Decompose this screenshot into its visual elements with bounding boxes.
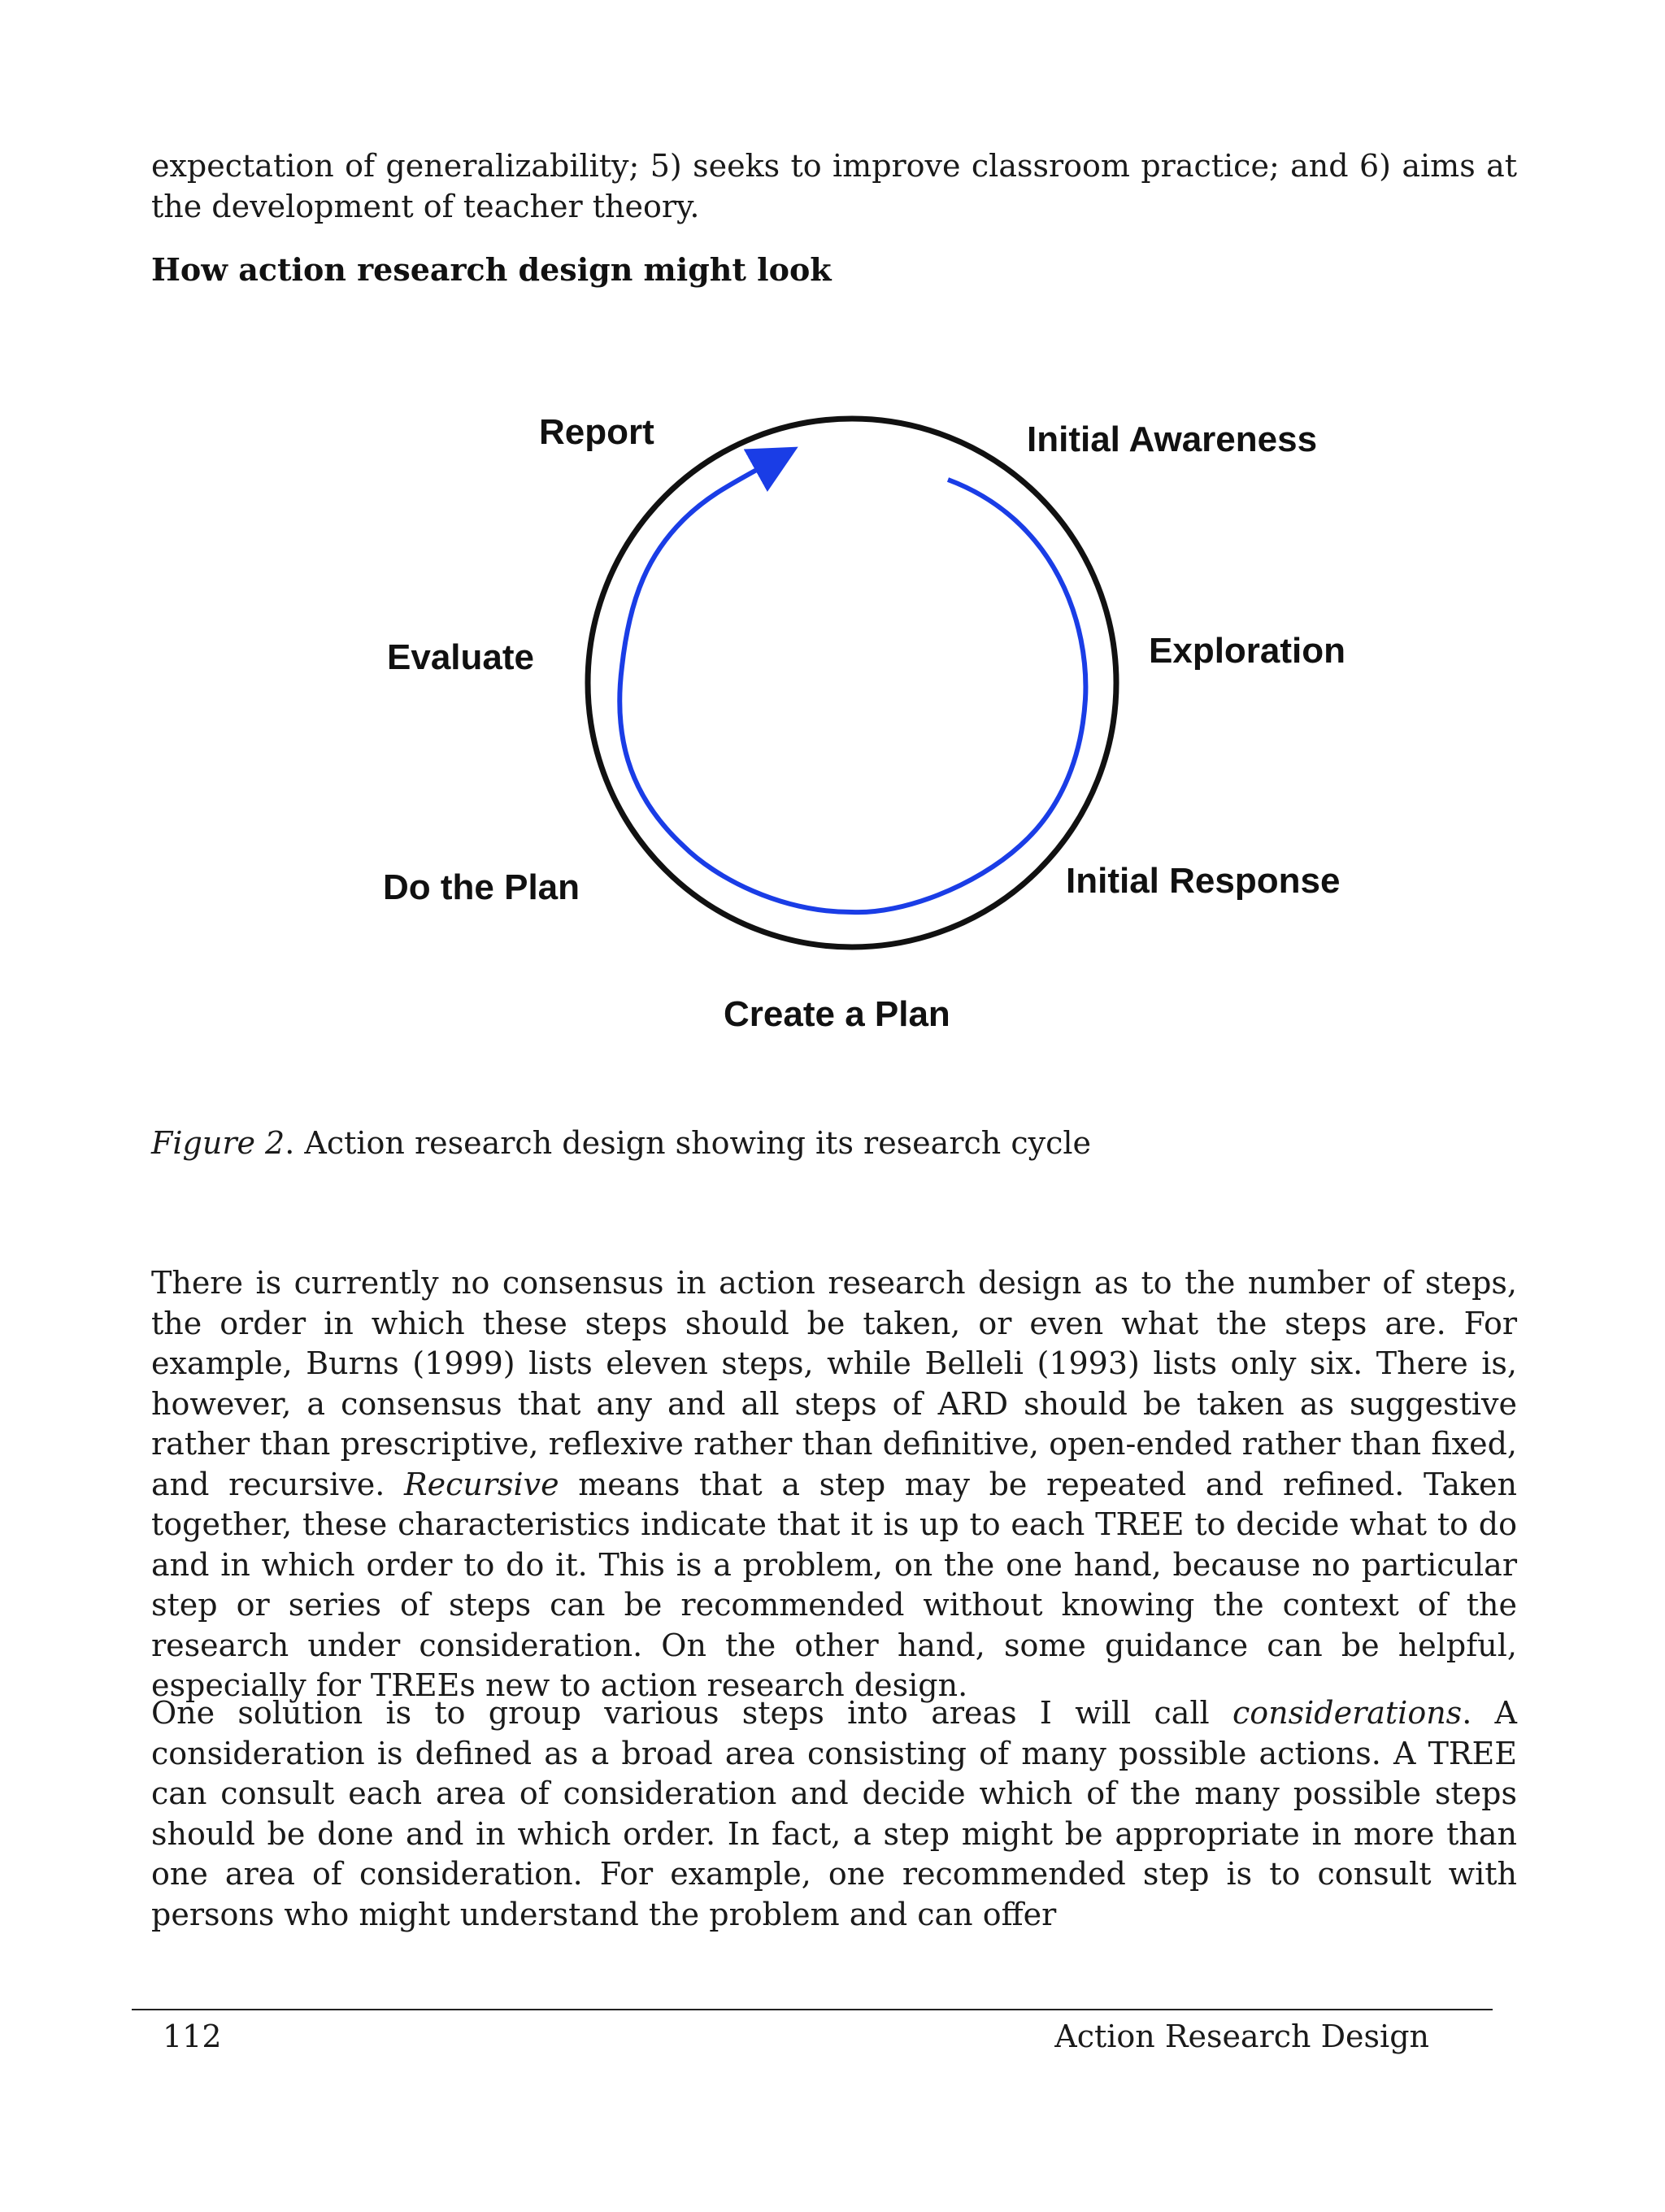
top-paragraph: expectation of generalizability; 5) seeks to improve classroom practice; and 6) aims at the development of teacher theory. xyxy=(151,148,1517,224)
figure-caption-text: . Action research design showing its research cycle xyxy=(285,1125,1092,1161)
action-research-cycle-diagram xyxy=(0,366,1665,1081)
figure-caption xyxy=(151,1125,1091,1161)
paragraph-1-text-b: means that a step may be repeated and refined. Taken together, these characteristics indicate that it is up to each TREE to decide what to do and in which order to do it. This is a problem, on the one hand, because no particular step or series of steps can be recommended without knowing the context of the research under consideration. On the other hand, some guidance can be helpful, especially for TREEs new to action research design. xyxy=(151,1466,1517,1703)
paragraph-1-text-a: There is currently no consensus in action research design as to the number of steps, the order in which these steps should be taken, or even what the steps are. For example, Burns (1999) lists eleven steps, while Belleli (1993) lists only six. There is, however, a consensus that any and all steps of ARD should be taken as suggestive rather than prescriptive, reflexive rather than definitive, open-ended rather than fixed, and recursive. xyxy=(151,1265,1517,1502)
label-report: Report xyxy=(539,412,654,452)
label-exploration: Exploration xyxy=(1149,631,1346,671)
paragraph-2-text-a: One solution is to group various steps into areas I will call xyxy=(151,1695,1232,1731)
paragraph-2-italic-term: considerations xyxy=(1232,1695,1463,1731)
paragraph-2-text-b: . A consideration is defined as a broad area consisting of many possible actions. A TREE can consult each area of consideration and decide which of the many possible steps should be done and in which order. In fact, a step might be appropriate in more than one area of consideration. For example, one recommended step is to consult with persons who might understand the problem and can offer xyxy=(151,1695,1517,1932)
page-number: 112 xyxy=(163,2019,222,2054)
label-create-a-plan: Create a Plan xyxy=(724,994,950,1034)
body-paragraph-1 xyxy=(151,1263,1517,1706)
label-do-the-plan: Do the Plan xyxy=(383,867,580,907)
label-initial-response: Initial Response xyxy=(1066,861,1341,901)
running-title: Action Research Design xyxy=(1054,2019,1429,2054)
footer-rule xyxy=(132,2009,1493,2010)
cycle-direction-arrow xyxy=(619,463,1085,912)
section-heading: How action research design might look xyxy=(151,251,832,288)
paragraph-1-italic-term: Recursive xyxy=(403,1466,559,1502)
label-evaluate: Evaluate xyxy=(387,637,534,677)
label-initial-awareness: Initial Awareness xyxy=(1027,419,1318,459)
outer-cycle-circle xyxy=(588,419,1116,947)
body-paragraph-2 xyxy=(151,1693,1517,1935)
figure-caption-label: Figure 2 xyxy=(151,1125,285,1161)
